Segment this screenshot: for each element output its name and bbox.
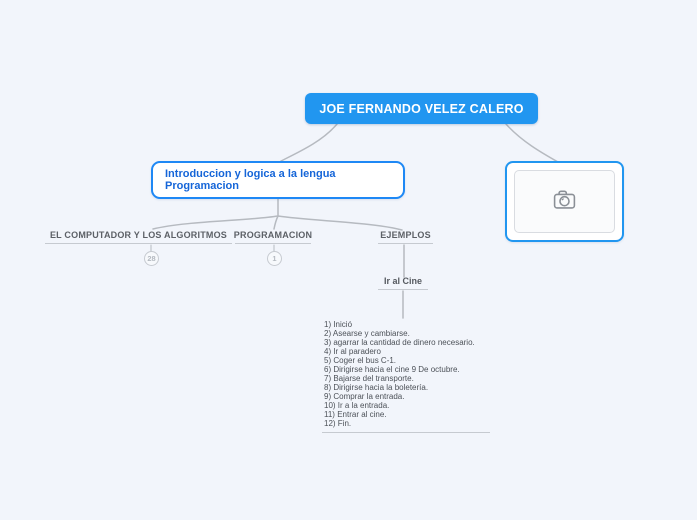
node-ir-al-cine-label: Ir al Cine xyxy=(383,276,422,286)
image-placeholder xyxy=(514,170,615,233)
step-line: 6) Dirigirse hacia el cine 9 De octubre. xyxy=(324,365,460,374)
branch-el-computador[interactable] xyxy=(45,228,232,244)
collapsed-count-label: 28 xyxy=(147,254,156,263)
camera-icon xyxy=(551,186,578,218)
node-ir-al-cine[interactable] xyxy=(378,274,428,290)
intro-topic-node[interactable] xyxy=(151,161,405,199)
step-line: 10) Ir a la entrada. xyxy=(324,401,390,410)
branch-programacion[interactable] xyxy=(235,228,311,244)
intro-topic-label: Introduccion y logica a la lengua Programacion xyxy=(165,167,336,192)
step-line: 12) Fin. xyxy=(324,419,352,428)
step-line: 11) Entrar al cine. xyxy=(324,410,387,419)
step-line: 5) Coger el bus C-1. xyxy=(324,356,397,365)
collapsed-count-label: 1 xyxy=(272,254,277,263)
root-node-label: JOE FERNANDO VELEZ CALERO xyxy=(319,101,524,116)
step-line: 3) agarrar la cantidad de dinero necesario. xyxy=(324,338,475,347)
branch-ejemplos[interactable] xyxy=(378,228,433,244)
step-line: 1) Inició xyxy=(324,320,353,329)
collapsed-count-badge-el-computador[interactable] xyxy=(144,251,159,266)
step-line: 7) Bajarse del transporte. xyxy=(324,374,414,383)
root-node[interactable] xyxy=(305,93,538,124)
step-line: 9) Comprar la entrada. xyxy=(324,392,405,401)
step-line: 4) Ir al paradero xyxy=(324,347,381,356)
image-attachment-node[interactable] xyxy=(505,161,624,242)
collapsed-count-badge-programacion[interactable] xyxy=(267,251,282,266)
step-line: 8) Dirigirse hacia la boletería. xyxy=(324,383,429,392)
branch-programacion-label: PROGRAMACION xyxy=(233,230,313,240)
branch-ejemplos-label: EJEMPLOS xyxy=(380,230,431,240)
step-line: 2) Asearse y cambiarse. xyxy=(324,329,410,338)
steps-list-node[interactable] xyxy=(322,319,490,433)
branch-el-computador-label: EL COMPUTADOR Y LOS ALGORITMOS xyxy=(49,230,227,240)
